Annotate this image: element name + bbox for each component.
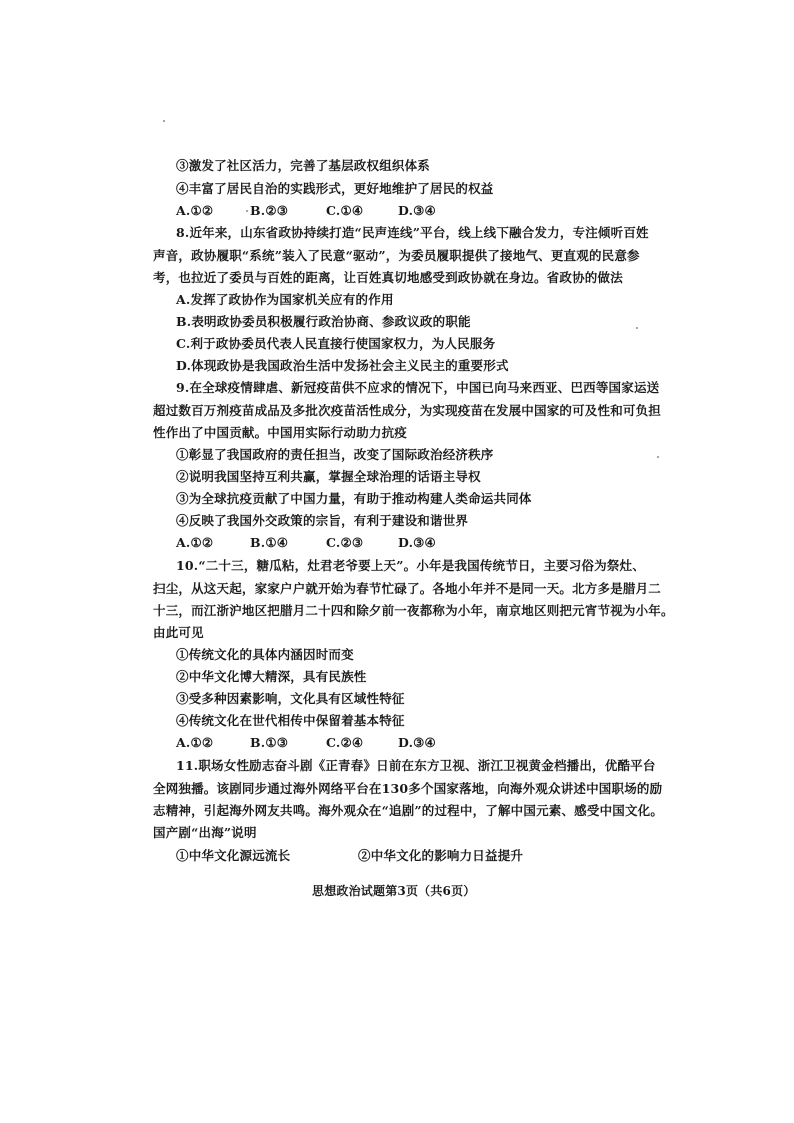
- scan-speck: [163, 120, 165, 122]
- q10-option-4: ④传统文化在世代相传中保留着基本特征: [176, 713, 405, 728]
- choice-b: B.②③: [250, 203, 289, 218]
- q11-stem-line-3: 志精神，引起海外网友共鸣。海外观众在“追剧”的过程中，了解中国元素、感受中国文化。: [153, 803, 664, 818]
- q8-option-d: D.体现政协是我国政治生活中发扬社会主义民主的重要形式: [176, 358, 509, 373]
- choice-c: C.②③: [326, 535, 364, 550]
- q11-option-1: ①中华文化源远流长: [176, 848, 291, 863]
- q10-option-3: ③受多种因素影响，文化具有区域性特征: [176, 691, 405, 706]
- choice-d: D.③④: [398, 735, 436, 750]
- q9-stem-line-2: 超过数百万剂疫苗成品及多批次疫苗活性成分，为实现疫苗在发展中国家的可及性和可负担: [153, 403, 662, 418]
- choice-d: D.③④: [398, 535, 436, 550]
- q8-option-b: B.表明政协委员积极履行政治协商、参政议政的职能: [176, 314, 471, 329]
- q8-stem-line-2: 声音，政协履职“系统”装入了民意“驱动”，为委员履职提供了接地气、更直观的民意参: [153, 248, 640, 263]
- choice-a: A.①②: [176, 735, 214, 750]
- q9-stem-line-1: 9.在全球疫情肆虐、新冠疫苗供不应求的情况下，中国已向马来西亚、巴西等国家运送: [176, 380, 660, 395]
- q9-option-2: ②说明我国坚持互利共赢，掌握全球治理的话语主导权: [176, 469, 481, 484]
- scan-speck: [636, 327, 638, 329]
- q11-stem-line-2: 全网独播。该剧同步通过海外网络平台在130多个国家落地，向海外观众讲述中国职场的励: [153, 781, 663, 796]
- q7-option-3: ③激发了社区活力，完善了基层政权组织体系: [176, 158, 431, 173]
- choice-d: D.③④: [398, 203, 436, 218]
- q7-choices: [176, 203, 436, 219]
- q10-option-2: ②中华文化博大精深，具有民族性: [176, 669, 367, 684]
- q8-option-c: C.利于政协委员代表人民直接行使国家权力，为人民服务: [176, 336, 496, 351]
- q8-stem-line-1: 8.近年来，山东省政协持续打造“民声连线”平台，线上线下融合发力，专注倾听百姓: [176, 225, 649, 240]
- choice-c: C.①④: [326, 203, 364, 218]
- choice-a: A.①②: [176, 203, 214, 218]
- q11-option-2: ②中华文化的影响力日益提升: [358, 848, 524, 863]
- q9-option-4: ④反映了我国外交政策的宗旨，有利于建设和谐世界: [176, 513, 469, 528]
- q8-stem-line-3: 考，也拉近了委员与百姓的距离，让百姓真切地感受到政协就在身边。省政协的做法: [153, 270, 623, 285]
- q9-option-1: ①彰显了我国政府的责任担当，改变了国际政治经济秩序: [176, 447, 494, 462]
- q11-stem-line-1: 11.职场女性励志奋斗剧《正青春》日前在东方卫视、浙江卫视黄金档播出，优酷平台: [176, 758, 656, 773]
- q10-stem-line-3: 十三，而江浙沪地区把腊月二十四和除夕前一夜都称为小年，南京地区则把元宵节视为小年。: [153, 603, 674, 618]
- q10-choices: [176, 735, 436, 751]
- page-footer: 思想政治试题第3页（共6页）: [312, 884, 476, 898]
- q9-stem-line-3: 性作出了中国贡献。中国用实际行动助力抗疫: [153, 425, 408, 440]
- choice-a: A.①②: [176, 535, 214, 550]
- q10-stem-line-2: 扫尘，从这天起，家家户户就开始为春节忙碌了。各地小年并不是同一天。北方多是腊月二: [153, 581, 662, 596]
- q8-option-a: A.发挥了政协作为国家机关应有的作用: [176, 292, 394, 307]
- q10-stem-line-1: 10.“二十三，糖瓜粘，灶君老爷要上天”。小年是我国传统节日，主要习俗为祭灶、: [176, 558, 645, 573]
- q7-option-4: ④丰富了居民自治的实践形式，更好地维护了居民的权益: [176, 181, 494, 196]
- choice-b: B.①④: [250, 535, 289, 550]
- q11-stem-line-4: 国产剧“出海”说明: [153, 825, 257, 840]
- scan-speck: [657, 456, 659, 458]
- q10-stem-line-4: 由此可见: [153, 625, 204, 640]
- q9-choices: [176, 535, 436, 551]
- choice-b: B.①③: [250, 735, 289, 750]
- q10-option-1: ①传统文化的具体内涵因时而变: [176, 647, 354, 662]
- q9-option-3: ③为全球抗疫贡献了中国力量，有助于推动构建人类命运共同体: [176, 491, 532, 506]
- choice-c: C.②④: [326, 735, 364, 750]
